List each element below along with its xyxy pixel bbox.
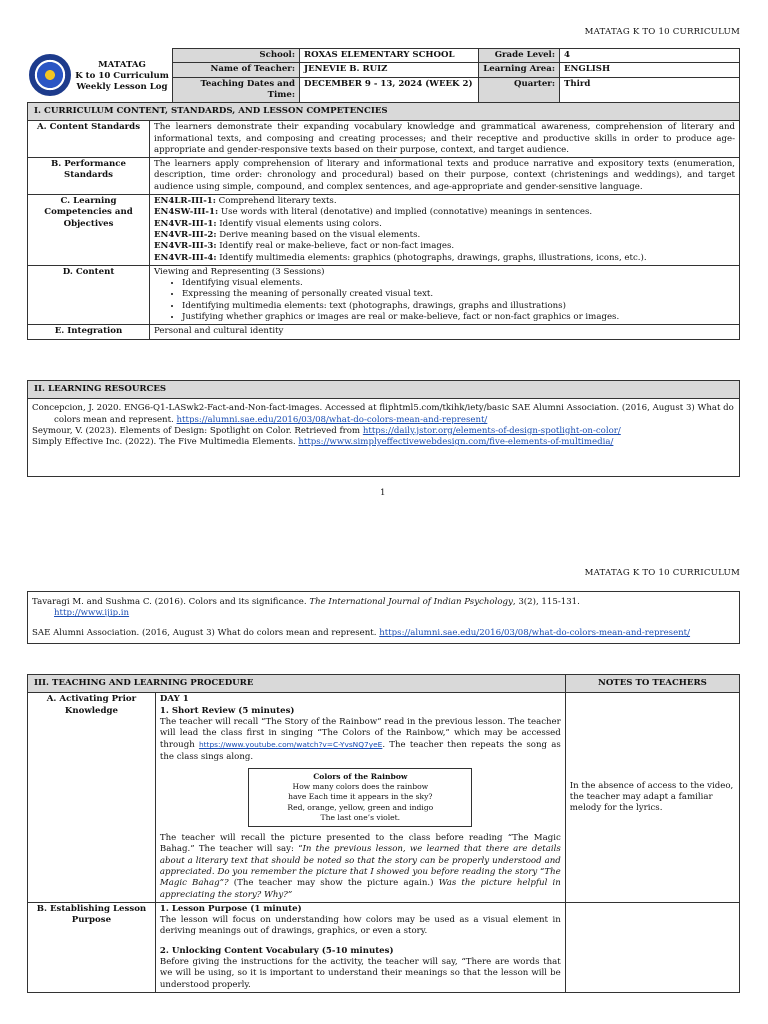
notes-title: NOTES TO TEACHERS	[565, 675, 739, 693]
references-cell	[28, 592, 740, 644]
procedure-table	[27, 674, 740, 993]
activating-cell	[155, 693, 565, 903]
resource-2: Seymour, V. (2023). Elements of Design: Spotlight on Color. Retrieved from https://daily.jstor.org/elements-of-design-spotlight-on-color/	[32, 425, 621, 436]
content-item: • Identifying visual elements.	[182, 278, 735, 289]
integration-label: E. Integration	[28, 325, 150, 339]
competency-item: EN4VR-III-1: Identify visual elements using colors.	[154, 218, 382, 229]
dates-label: Teaching Dates and Time:	[173, 77, 300, 103]
school-value: ROXAS ELEMENTARY SCHOOL	[300, 49, 479, 63]
recall-text: The teacher will recall the picture presented to the class before reading “The Magic Bahag.” The teacher will say: “In the previous lesson, we learned that there are details about a literary text that should be noted so that the story can be properly understood and appreciated. Do you remember the picture that I showed you before reading the story “The Magic Bahag”? (The teacher may show the picture again.) Was the picture helpful in appreciating the story? Why?”	[159, 833, 561, 900]
content-intro: Viewing and Representing (3 Sessions)	[154, 266, 325, 277]
resources-table	[27, 380, 740, 477]
short-review-heading: 1. Short Review (5 minutes)	[159, 705, 295, 716]
resource-1: Concepcion, J. 2020. ENG6-Q1-LASwk2-Fact-and-Non-fact-images. Accessed at fliphtml5.com/tkihk/iety/basic SAE Alumni Association. (2016, August 3) What do colors mean and represent. https://alumni.sae.edu/2016/03/08/what-do-colors-mean-and-represent/	[32, 403, 734, 425]
establishing-label: B. Establishing Lesson Purpose	[28, 902, 156, 992]
quarter-value: Third	[560, 77, 740, 103]
competency-item: EN4SW-III-1: Use words with literal (denotative) and implied (connotative) meanings in sentences.	[154, 207, 593, 218]
content-standards-label: A. Content Standards	[28, 121, 150, 158]
logo-text	[70, 60, 174, 94]
lesson-purpose-heading: 1. Lesson Purpose (1 minute)	[159, 903, 302, 914]
content-standards-text: The learners demonstrate their expanding vocabulary knowledge and grammatical awareness, comprehension of literary and informational texts, and composing and creating processes; and their receptive and productive skills in order to produce age-appropriate and gender-responsive texts based on their purpose, context, and target audience.	[150, 121, 740, 158]
performance-standards-text: The learners apply comprehension of literary and informational texts and produce narrative and expository texts (enumeration, description, time order: chronology and procedural) based on their purpose, context (christenings and weddings), and target audience using simple, compound, and complex sentences, and age-appropriate and gender-sensitive language.	[150, 158, 740, 195]
competency-item: EN4VR-III-4: Identify multimedia elements: graphics (photographs, drawings, graphs, illustrations, icons, etc.).	[154, 252, 647, 263]
deped-seal-icon	[29, 54, 71, 96]
section-2-title: II. LEARNING RESOURCES	[28, 381, 740, 399]
section-1-title: I. CURRICULUM CONTENT, STANDARDS, AND LESSON COMPETENCIES	[28, 103, 740, 121]
day-label: DAY 1	[159, 694, 189, 705]
teacher-label: Name of Teacher:	[173, 63, 300, 77]
resource-1-link[interactable]: https://alumni.sae.edu/2016/03/08/what-do-colors-mean-and-represent/	[176, 414, 488, 425]
competency-item: EN4VR-III-2: Derive meaning based on the visual elements.	[154, 229, 421, 240]
info-table	[172, 48, 740, 103]
unlocking-text: Before giving the instructions for the activity, the teacher will say, “There are words that we will be using, so it is important to understand their meanings so that the lesson will be understood properly.	[159, 957, 561, 990]
area-label: Learning Area:	[479, 63, 560, 77]
activating-label: A. Activating Prior Knowledge	[28, 693, 156, 903]
competency-item: EN4LR-III-1: Comprehend literary texts.	[154, 196, 337, 207]
song-line: Red, orange, yellow, green and indigo	[287, 802, 434, 812]
resources-cell	[28, 399, 740, 477]
quarter-label: Quarter:	[479, 77, 560, 103]
song-line: The last one’s violet.	[320, 812, 401, 822]
reference-1: Tavaragi M. and Sushma C. (2016). Colors and its significance. The International Journal of Indian Psychology, 3(2), 115-131. http://www.ijip.in	[32, 597, 580, 619]
curriculum-header-2: MATATAG K TO 10 CURRICULUM	[584, 568, 740, 578]
song-line: have Each time it appears in the sky?	[288, 792, 433, 802]
song-box	[248, 768, 472, 827]
resource-2-link[interactable]: https://daily.jstor.org/elements-of-design-spotlight-on-color/	[362, 425, 621, 436]
content-item: • Justifying whether graphics or images are real or make-believe, fact or non-fact graphics or images.	[182, 312, 735, 323]
reference-2: SAE Alumni Association. (2016, August 3) What do colors mean and represent. https://alumni.sae.edu/2016/03/08/what-do-colors-mean-and-represent/	[32, 627, 691, 638]
note-establishing	[565, 902, 739, 992]
content-item: • Identifying multimedia elements: text (photographs, drawings, graphs and illustrations)	[182, 301, 735, 312]
grade-value: 4	[560, 49, 740, 63]
resource-3: Simply Effective Inc. (2022). The Five Multimedia Elements. https://www.simplyeffectivewebdesign.com/five-elements-of-multimedia/	[32, 437, 614, 448]
dates-value: DECEMBER 9 - 13, 2024 (WEEK 2)	[300, 77, 479, 103]
logo-line-2: K to 10 Curriculum	[75, 71, 169, 82]
content-label: D. Content	[28, 265, 150, 324]
content-cell	[150, 265, 740, 324]
teacher-value: JENEVIE B. RUIZ	[300, 63, 479, 77]
video-link[interactable]: https://www.youtube.com/watch?v=C-YvsNQ7yeE	[198, 740, 383, 750]
section-3-title: III. TEACHING AND LEARNING PROCEDURE	[28, 675, 566, 693]
logo-line-3: Weekly Lesson Log	[76, 82, 168, 93]
resource-3-link[interactable]: https://www.simplyeffectivewebdesign.com/five-elements-of-multimedia/	[298, 437, 614, 448]
competency-item: EN4VR-III-3: Identify real or make-believe, fact or non-fact images.	[154, 241, 455, 252]
short-review-text: The teacher will recall “The Story of the Rainbow” read in the previous lesson. The teacher will lead the class first in singing “The Colors of the Rainbow,” which may be accessed through https://www.youtube.com/watch?v=C-YvsNQ7yeE. The teacher then repeats the song as the class sings along.	[159, 716, 561, 762]
curriculum-header: MATATAG K TO 10 CURRICULUM	[584, 27, 740, 37]
competencies-label: C. Learning Competencies and Objectives	[28, 195, 150, 266]
song-line: How many colors does the rainbow	[292, 782, 429, 792]
grade-label: Grade Level:	[479, 49, 560, 63]
references-table	[27, 591, 740, 644]
curriculum-table	[27, 102, 740, 340]
unlocking-heading: 2. Unlocking Content Vocabulary (5-10 minutes)	[159, 945, 394, 956]
establishing-cell	[155, 902, 565, 992]
logo-line-1: MATATAG	[98, 60, 146, 70]
note-activating: In the absence of access to the video, the teacher may adapt a familiar melody for the lyrics.	[565, 693, 739, 903]
school-label: School:	[173, 49, 300, 63]
content-item: • Expressing the meaning of personally created visual text.	[182, 289, 735, 300]
song-title: Colors of the Rainbow	[313, 772, 408, 782]
reference-1-link[interactable]: http://www.ijip.in	[54, 608, 130, 619]
integration-text: Personal and cultural identity	[150, 325, 740, 339]
reference-2-link[interactable]: https://alumni.sae.edu/2016/03/08/what-do-colors-mean-and-represent/	[379, 627, 691, 638]
page-number: 1	[380, 488, 386, 498]
area-value: ENGLISH	[560, 63, 740, 77]
lesson-purpose-text: The lesson will focus on understanding how colors may be used as a visual element in deriving meanings out of drawings, graphics, or even a story.	[159, 915, 561, 937]
performance-standards-label: B. Performance Standards	[28, 158, 150, 195]
competencies-list	[150, 195, 740, 266]
